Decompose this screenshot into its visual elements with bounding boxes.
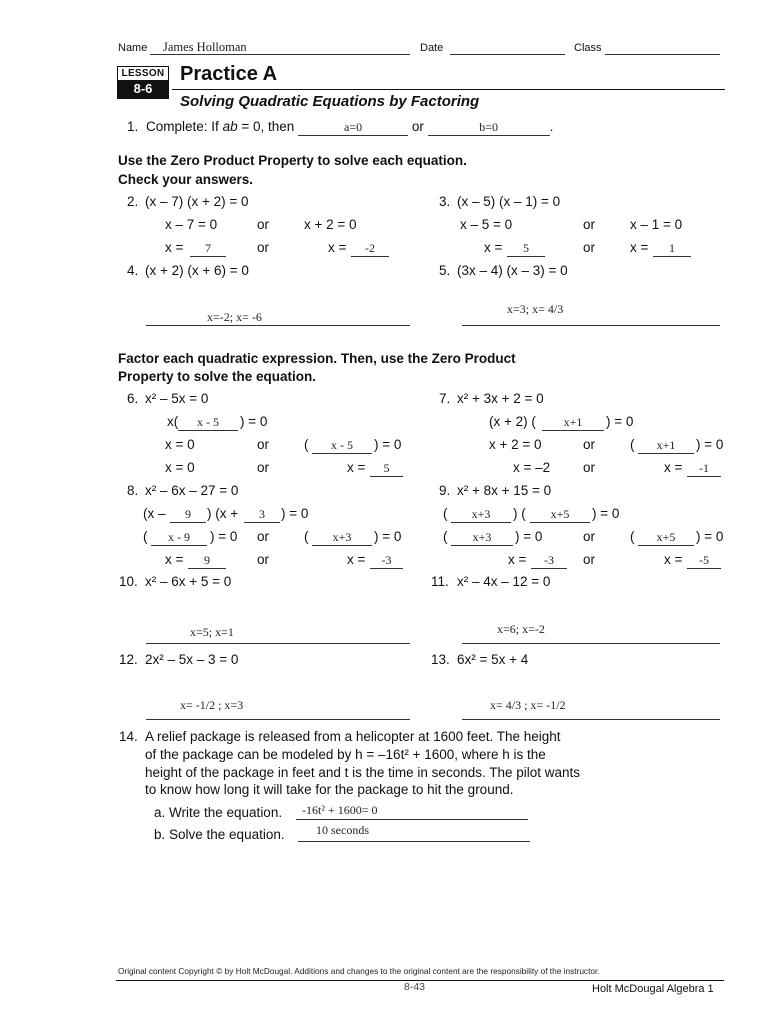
q9-factor-answer-1[interactable]: x+3	[451, 507, 511, 523]
q7-answer[interactable]: -1	[687, 461, 721, 477]
q2-or-1: or	[257, 217, 270, 232]
q7-root2-answer[interactable]: x+1	[638, 438, 694, 454]
q10-number: 10.	[119, 574, 138, 589]
q4-equation: (x + 2) (x + 6) = 0	[145, 263, 249, 278]
q3-step1: x – 5 = 0	[460, 217, 513, 232]
q14-line1: A relief package is released from a helicopter at 1600 feet. The height	[145, 729, 561, 744]
q13-number: 13.	[431, 652, 450, 667]
q2-number: 2.	[127, 194, 139, 209]
q8-factor-answer-2[interactable]: 3	[244, 507, 280, 523]
q3-answer-1[interactable]: 5	[507, 241, 545, 257]
q7-equation: x² + 3x + 2 = 0	[457, 391, 544, 406]
q3-x1-label: x =	[484, 240, 503, 255]
q2-x2-label: x =	[328, 240, 347, 255]
q8-or-1: or	[257, 529, 270, 544]
date-line[interactable]	[450, 54, 565, 55]
q12-answer[interactable]: x= -1/2 ; x=3	[180, 698, 244, 712]
q6-answer[interactable]: 5	[370, 461, 403, 477]
q2-answer-1[interactable]: 7	[190, 241, 226, 257]
page-title: Practice A	[180, 63, 278, 85]
q8-root1-answer[interactable]: x - 9	[151, 530, 207, 546]
q1-or: or	[411, 119, 424, 134]
q8-root1-suffix: ) = 0	[210, 529, 238, 544]
q7-factor-prefix: (x + 2) (	[489, 414, 536, 429]
copyright-text: Original content Copyright © by Holt McDougal. Additions and changes to the original content are the responsibility of the instructor.	[118, 966, 600, 976]
q14-line3: height of the package in feet and t is the time in seconds. The pilot wants	[145, 765, 581, 780]
q14a-label: a. Write the equation.	[154, 805, 283, 820]
q7-or-1: or	[583, 437, 596, 452]
q2-or-2: or	[257, 240, 270, 255]
q11-answer-line[interactable]	[462, 643, 720, 644]
q10-answer[interactable]: x=5; x=1	[190, 625, 234, 639]
name-label: Name	[118, 42, 148, 54]
q14-line4: to know how long it will take for the package to hit the ground.	[145, 782, 514, 797]
q14-number: 14.	[119, 729, 138, 744]
q14b-answer-line[interactable]	[298, 841, 530, 842]
q2-equation: (x – 7) (x + 2) = 0	[145, 194, 249, 209]
q8-root2-answer[interactable]: x+3	[312, 530, 372, 546]
q4-answer[interactable]: x=-2; x= -6	[207, 310, 262, 324]
book-title: Holt McDougal Algebra 1	[592, 983, 714, 995]
q8-factor-c: ) = 0	[281, 506, 309, 521]
q5-answer-line[interactable]	[462, 325, 720, 326]
section1-line2: Check your answers.	[118, 172, 254, 187]
q9-root2-suffix: ) = 0	[696, 529, 724, 544]
q13-answer-line[interactable]	[462, 719, 720, 720]
q10-equation: x² – 6x + 5 = 0	[145, 574, 232, 589]
lesson-number: 8-6	[118, 80, 168, 98]
q6-root2-suffix: ) = 0	[374, 437, 402, 452]
class-line[interactable]	[605, 54, 720, 55]
q12-equation: 2x² – 5x – 3 = 0	[145, 652, 239, 667]
q2-step1: x – 7 = 0	[165, 217, 218, 232]
q13-equation: 6x² = 5x + 4	[457, 652, 529, 667]
q9-equation: x² + 8x + 15 = 0	[457, 483, 552, 498]
q12-answer-line[interactable]	[146, 719, 410, 720]
q7-factor-answer[interactable]: x+1	[542, 415, 604, 431]
q9-root1-suffix: ) = 0	[515, 529, 543, 544]
q6-factor-suffix: ) = 0	[240, 414, 268, 429]
q11-equation: x² – 4x – 12 = 0	[457, 574, 551, 589]
q12-number: 12.	[119, 652, 138, 667]
q3-equation: (x – 5) (x – 1) = 0	[457, 194, 561, 209]
q3-or-1: or	[583, 217, 596, 232]
q8-number: 8.	[127, 483, 139, 498]
q2-step2: x + 2 = 0	[304, 217, 357, 232]
q3-or-2: or	[583, 240, 596, 255]
q5-answer[interactable]: x=3; x= 4/3	[507, 302, 564, 316]
q9-number: 9.	[439, 483, 451, 498]
q4-answer-line[interactable]	[146, 325, 410, 326]
q1-text: Complete: If	[146, 119, 219, 134]
section2-line2: Property to solve the equation.	[118, 369, 317, 384]
q6-equation: x² – 5x = 0	[145, 391, 209, 406]
q9-or-1: or	[583, 529, 596, 544]
q13-answer[interactable]: x= 4/3 ; x= -1/2	[490, 698, 566, 712]
q8-factor-a: (x –	[143, 506, 166, 521]
q11-number: 11.	[431, 574, 449, 589]
q10-answer-line[interactable]	[146, 643, 410, 644]
q8-answer-2[interactable]: -3	[370, 553, 403, 569]
q7-or-2: or	[583, 460, 596, 475]
q8-or-2: or	[257, 552, 270, 567]
q9-root2-answer[interactable]: x+5	[638, 530, 694, 546]
q14a-answer-line[interactable]	[296, 819, 528, 820]
q6-root1: x = 0	[165, 437, 195, 452]
q1-number: 1.	[127, 119, 139, 134]
page-subtitle: Solving Quadratic Equations by Factoring	[180, 93, 480, 110]
q9-factor-c: ) = 0	[592, 506, 620, 521]
section2-line1: Factor each quadratic expression. Then, use the Zero Product	[118, 351, 516, 366]
q6-or-1: or	[257, 437, 270, 452]
q7-x-label: x =	[664, 460, 683, 475]
q3-answer-2[interactable]: 1	[653, 241, 691, 257]
q9-answer-2[interactable]: -5	[687, 553, 721, 569]
q5-equation: (3x – 4) (x – 3) = 0	[457, 263, 568, 278]
q14b-label: b. Solve the equation.	[154, 827, 285, 842]
q1-answer-1[interactable]: a=0	[298, 120, 408, 136]
q9-factor-answer-2[interactable]: x+5	[530, 507, 590, 523]
q9-x1-label: x =	[508, 552, 527, 567]
q9-or-2: or	[583, 552, 596, 567]
date-label: Date	[420, 42, 444, 54]
question-1	[127, 119, 553, 136]
q14-line2: of the package can be modeled by h = –16t² + 1600, where h is the	[145, 747, 546, 762]
q6-x-label: x =	[347, 460, 366, 475]
q9-x2-label: x =	[664, 552, 683, 567]
q8-root2-suffix: ) = 0	[374, 529, 402, 544]
q1-ab: ab	[222, 119, 238, 134]
title-rule	[172, 89, 725, 90]
q9-answer-1[interactable]: -3	[531, 553, 567, 569]
q2-x1-label: x =	[165, 240, 184, 255]
q8-answer-1[interactable]: 9	[188, 553, 226, 569]
q7-root2-suffix: ) = 0	[696, 437, 724, 452]
q7-factor-suffix: ) = 0	[606, 414, 634, 429]
lesson-label: LESSON	[121, 68, 165, 79]
q8-factor-b: ) (x +	[207, 506, 239, 521]
q3-number: 3.	[439, 194, 451, 209]
q8-equation: x² – 6x – 27 = 0	[145, 483, 239, 498]
q11-answer[interactable]: x=6; x=-2	[497, 622, 545, 636]
q7-number: 7.	[439, 391, 451, 406]
q8-x1-label: x =	[165, 552, 184, 567]
q3-step2: x – 1 = 0	[630, 217, 683, 232]
q6-root3: x = 0	[165, 460, 195, 475]
q6-root2-answer[interactable]: x - 5	[312, 438, 372, 454]
name-value[interactable]: James Holloman	[163, 40, 247, 54]
q1-answer-2[interactable]: b=0	[428, 120, 550, 136]
q1-end: .	[549, 119, 554, 134]
q6-or-2: or	[257, 460, 270, 475]
q7-root3: x = –2	[513, 460, 551, 475]
q6-factor-answer[interactable]: x - 5	[178, 415, 238, 431]
page-number: 8-43	[404, 981, 426, 993]
q9-root1-answer[interactable]: x+3	[451, 530, 513, 546]
q2-answer-2[interactable]: -2	[351, 241, 389, 257]
q14a-answer[interactable]: -16t² + 1600= 0	[302, 803, 378, 817]
q4-number: 4.	[127, 263, 139, 278]
q7-root1: x + 2 = 0	[489, 437, 542, 452]
q3-x2-label: x =	[630, 240, 649, 255]
q8-x2-label: x =	[347, 552, 366, 567]
lesson-badge	[117, 66, 169, 99]
section1-line1: Use the Zero Product Property to solve each equation.	[118, 153, 467, 168]
q6-factor-prefix: x(	[167, 414, 179, 429]
q1-mid: = 0, then	[241, 119, 295, 134]
q5-number: 5.	[439, 263, 451, 278]
class-label: Class	[574, 42, 602, 54]
q14b-answer[interactable]: 10 seconds	[316, 823, 369, 837]
q8-factor-answer-1[interactable]: 9	[170, 507, 206, 523]
q6-number: 6.	[127, 391, 139, 406]
